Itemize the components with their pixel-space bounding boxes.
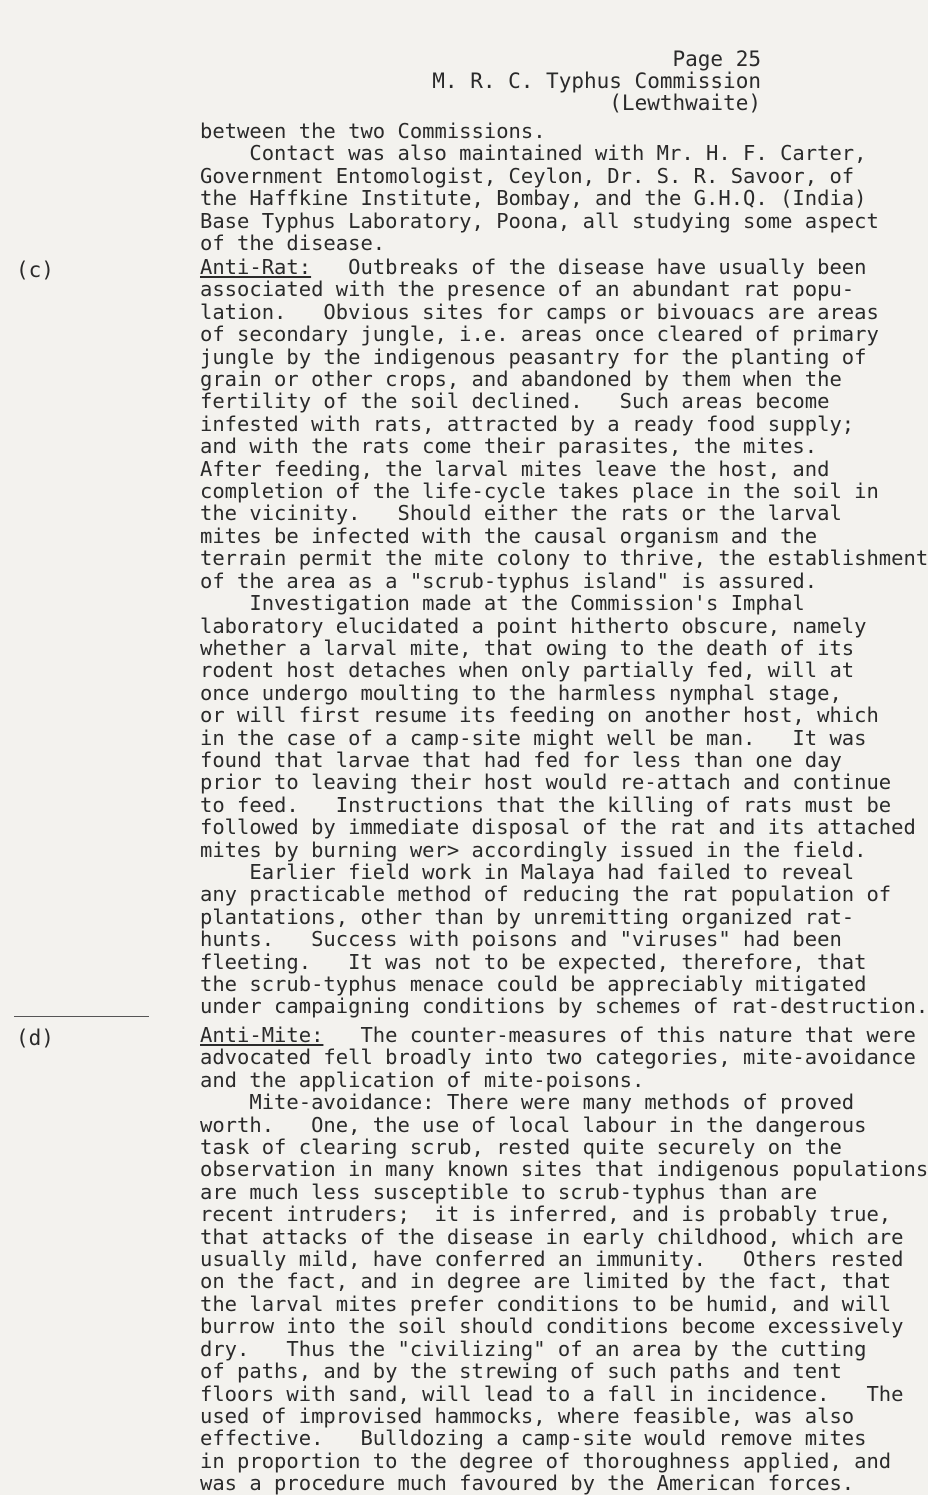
text-line: of the area as a "scrub-typhus island" is assured. [200, 568, 818, 593]
text-line: fertility of the soil declined. Such areas become [200, 389, 830, 414]
text-line: found that larvae that had fed for less than one day [200, 747, 842, 772]
text-line: the larval mites prefer conditions to be humid, and will [200, 1291, 892, 1316]
text-line: in the case of a camp-site might well be man. It was [200, 725, 867, 750]
text-line: terrain permit the mite colony to thrive, the establishment [200, 546, 928, 571]
text-line: lation. Obvious sites for camps or bivouacs are areas [200, 299, 879, 324]
text-line: followed by immediate disposal of the rat and its attached [200, 815, 916, 840]
text-line: that attacks of the disease in early childhood, which are [200, 1224, 904, 1249]
text-line: advocated fell broadly into two categories, mite-avoidance [200, 1045, 916, 1070]
text-line-content: Outbreaks of the disease have usually been [311, 255, 867, 279]
text-line: the Haffkine Institute, Bombay, and the G.H.Q. (India) [200, 186, 867, 211]
text-line: plantations, other than by unremitting organized rat- [200, 904, 855, 929]
margin-rule [14, 1016, 149, 1017]
text-line: on the fact, and in degree are limited by the fact, that [200, 1269, 892, 1294]
text-line: between the two Commissions. [200, 119, 546, 143]
text-line: to feed. Instructions that the killing of rats must be [200, 792, 892, 817]
text-line: Base Typhus Laboratory, Poona, all studying some aspect [200, 208, 879, 233]
text-line: jungle by the indigenous peasantry for the planting of [200, 344, 867, 369]
text-line: the scrub-typhus menace could be appreciably mitigated [200, 972, 867, 996]
text-line: of the disease. [200, 231, 386, 256]
text-line: grain or other crops, and abandoned by them when the [200, 367, 842, 392]
text-line: any practicable method of reducing the rat population of [200, 882, 892, 907]
text-line: and with the rats come their parasites, the mites. [200, 434, 818, 459]
text-line: and the application of mite-poisons. [200, 1067, 645, 1092]
text-line: used of improvised hammocks, where feasible, was also [200, 1403, 855, 1428]
document-author: (Lewthwaite) [609, 91, 761, 115]
section-heading: Anti-Mite: [200, 1023, 324, 1047]
document-title: M. R. C. Typhus Commission [432, 69, 761, 93]
section-c-label: (c) [16, 258, 54, 282]
text-line: Earlier field work in Malaya had failed to reveal [200, 859, 855, 884]
section-d-label: (d) [16, 1026, 54, 1050]
text-line: After feeding, the larval mites leave the host, and [200, 456, 830, 481]
text-line: recent intruders; it is inferred, and is probably true, [200, 1202, 892, 1227]
text-line: in proportion to the degree of thoroughness applied, and [200, 1448, 892, 1473]
text-line: once undergo moulting to the harmless nymphal stage, [200, 680, 842, 705]
text-line: of paths, and by the strewing of such paths and tent [200, 1359, 842, 1384]
text-line: Investigation made at the Commission's Imphal [200, 591, 805, 616]
text-line: usually mild, have conferred an immunity. Others rested [200, 1247, 904, 1272]
text-line: worth. One, the use of local labour in the dangerous [200, 1112, 867, 1137]
text-line: Government Entomologist, Ceylon, Dr. S. R. Savoor, of [200, 163, 855, 188]
section-heading: Anti-Rat: [200, 255, 312, 279]
intro-paragraph [200, 119, 879, 256]
text-line: associated with the presence of an abundant rat popu- [200, 277, 855, 302]
text-line-content: The counter-measures of this nature that were [323, 1023, 916, 1047]
text-line: prior to leaving their host would re-attach and continue [200, 770, 892, 795]
text-line: are much less susceptible to scrub-typhus than are [200, 1179, 818, 1204]
text-line: hunts. Success with poisons and "viruses" had been [200, 927, 842, 952]
text-line: observation in many known sites that indigenous populations [200, 1157, 928, 1182]
text-line: effective. Bulldozing a camp-site would remove mites [200, 1426, 867, 1451]
text-line: under campaigning conditions by schemes of rat-destruction. [200, 994, 928, 1019]
text-line: the vicinity. Should either the rats or the larval [200, 501, 842, 526]
text-line: task of clearing scrub, rested quite securely on the [200, 1135, 842, 1160]
page-number: Page 25 [672, 47, 761, 71]
section-c-text [200, 255, 928, 1019]
text-line: infested with rats, attracted by a ready food supply; [200, 411, 855, 436]
text-line [200, 1023, 916, 1047]
text-line: laboratory elucidated a point hitherto obscure, namely [200, 613, 867, 638]
text-line: mites be infected with the causal organism and the [200, 523, 818, 548]
text-line: completion of the life-cycle takes place in the soil in [200, 479, 879, 504]
text-line: whether a larval mite, that owing to the death of its [200, 635, 855, 660]
text-line: was a procedure much favoured by the American forces. [200, 1471, 855, 1495]
text-line: floors with sand, will lead to a fall in incidence. The [200, 1381, 904, 1406]
text-line: Contact was also maintained with Mr. H. F. Carter, [200, 141, 867, 166]
text-line: or will first resume its feeding on another host, which [200, 703, 879, 728]
text-line: of secondary jungle, i.e. areas once cleared of primary [200, 322, 879, 347]
text-line: dry. Thus the "civilizing" of an area by the cutting [200, 1336, 867, 1361]
text-line: mites by burning wer> accordingly issued in the field. [200, 837, 867, 862]
text-line: rodent host detaches when only partially fed, will at [200, 658, 855, 683]
page-header [432, 48, 761, 114]
text-line [200, 255, 867, 279]
text-line: Mite-avoidance: There were many methods of proved [200, 1090, 855, 1115]
section-d-text [200, 1023, 928, 1495]
text-line: burrow into the soil should conditions become excessively [200, 1314, 904, 1339]
text-line: fleeting. It was not to be expected, therefore, that [200, 949, 867, 974]
